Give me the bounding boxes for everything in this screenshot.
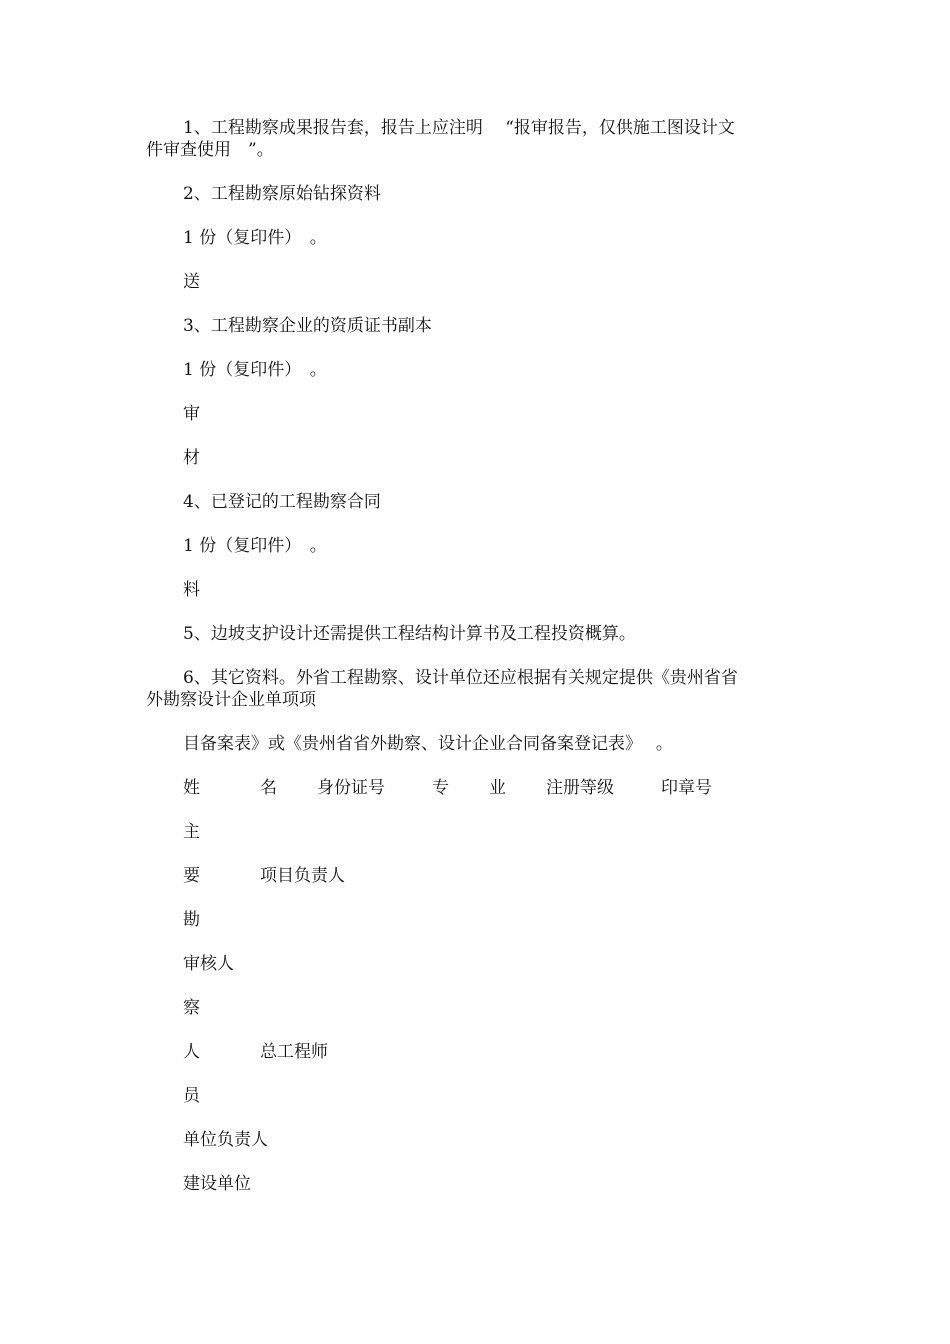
item-4-copy-note: 1 份（复印件） 。 — [183, 536, 327, 556]
table-header-major-2: 业 — [489, 778, 506, 798]
item-1-line-1: 1、工程勘察成果报告套，报告上应注明 “报审报告，仅供施工图设计文 — [183, 118, 735, 138]
item-4: 4、已登记的工程勘察合同 — [183, 492, 381, 512]
role-chief-engineer: 总工程师 — [260, 1042, 328, 1062]
side-label-song: 送 — [183, 272, 200, 292]
role-construction-unit: 建设单位 — [183, 1174, 251, 1194]
item-2: 2、工程勘察原始钻探资料 — [183, 184, 381, 204]
side-label-zhu: 主 — [183, 822, 200, 842]
side-label-kan: 勘 — [183, 910, 200, 930]
item-3-copy-note: 1 份（复印件） 。 — [183, 360, 327, 380]
role-reviewer: 审核人 — [183, 954, 234, 974]
table-header-seal-number: 印章号 — [661, 778, 712, 798]
role-project-lead: 项目负责人 — [260, 866, 345, 886]
role-unit-lead: 单位负责人 — [183, 1130, 268, 1150]
item-1-line-2: 件审查使用 ”。 — [146, 140, 274, 160]
item-5: 5、边坡支护设计还需提供工程结构计算书及工程投资概算。 — [183, 624, 636, 644]
table-header-major-1: 专 — [432, 778, 449, 798]
side-label-yuan: 员 — [183, 1086, 200, 1106]
table-header-reg-level: 注册等级 — [546, 778, 614, 798]
item-6-line-3: 目备案表》或《贵州省省外勘察、设计企业合同备案登记表》 。 — [183, 734, 673, 754]
item-6-line-1: 6、其它资料。外省工程勘察、设计单位还应根据有关规定提供《贵州省省 — [183, 668, 738, 688]
side-label-yao: 要 — [183, 866, 200, 886]
table-header-name-1: 姓 — [183, 778, 200, 798]
side-label-cai: 材 — [183, 448, 200, 468]
side-label-shen: 审 — [183, 404, 200, 424]
item-2-copy-note: 1 份（复印件） 。 — [183, 228, 327, 248]
side-label-cha: 察 — [183, 998, 200, 1018]
table-header-id-number: 身份证号 — [317, 778, 385, 798]
table-header-name-2: 名 — [260, 778, 277, 798]
side-label-ren: 人 — [183, 1042, 200, 1062]
item-3: 3、工程勘察企业的资质证书副本 — [183, 316, 432, 336]
side-label-liao: 料 — [183, 580, 200, 600]
item-6-line-2: 外勘察设计企业单项项 — [146, 690, 316, 710]
